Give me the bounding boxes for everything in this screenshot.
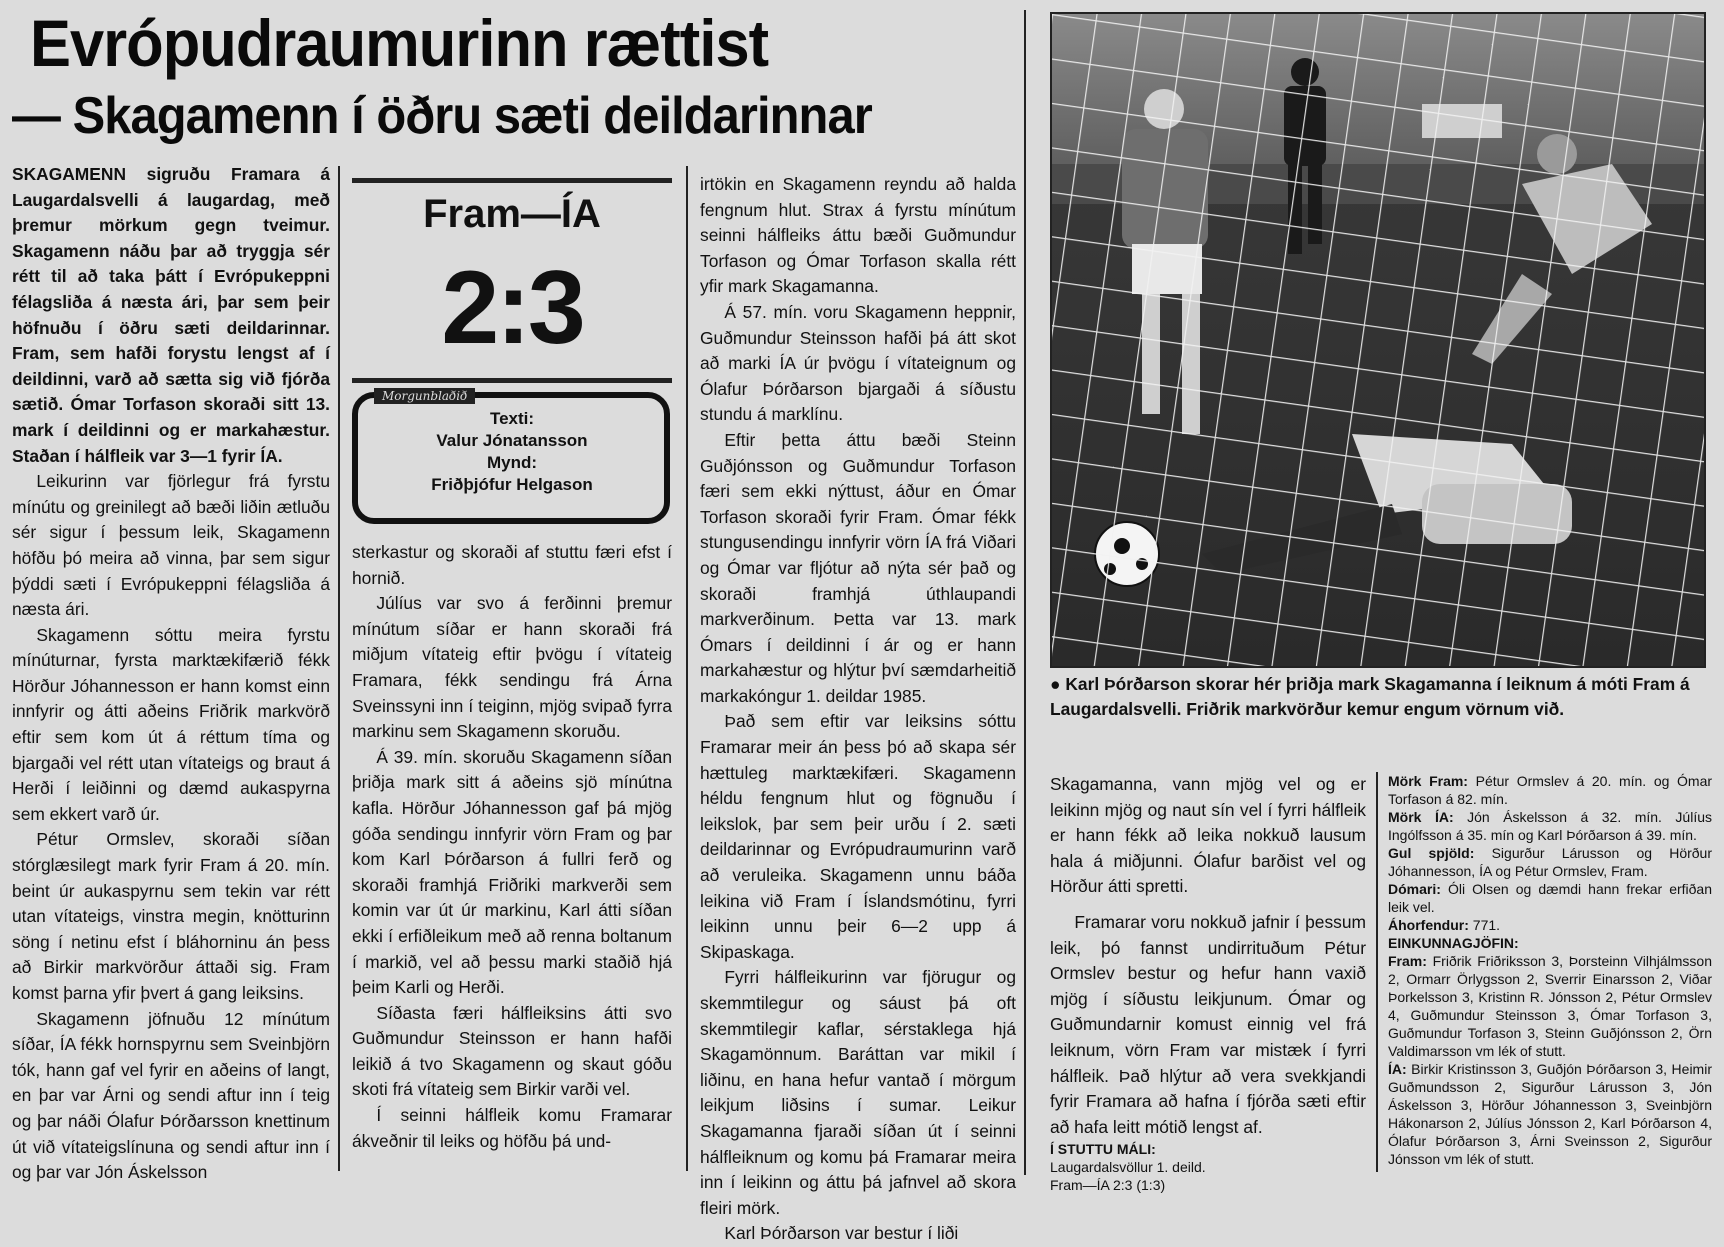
match-fact <box>1388 880 1712 916</box>
match-fact-label: Dómari: <box>1388 881 1441 897</box>
match-fact <box>1388 772 1712 808</box>
article-paragraph: Síðasta færi hálfleiksins átti svo Guðmundur Steinsson er hann hafði leikið á tvo Skagamenn og skaut góðu skoti frá vítateig sem Birkir varði vel. <box>352 1002 672 1100</box>
article-column-3 <box>700 172 1016 1244</box>
match-fact <box>1388 916 1712 934</box>
column-rule <box>1376 772 1378 1172</box>
match-fact-text: Jón Áskelsson á 32. mín. Júlíus Ingólfsson á 35. mín og Karl Þórðarson á 39. mín. <box>1388 809 1713 843</box>
match-fact-label: Mörk ÍA: <box>1388 809 1454 825</box>
article-paragraph: Skagamanna, vann mjög vel og er leikinn mjög og naut sín vel í fyrri hálfleik er hann fékk að leika nokkuð lausum hala á miðjunni. Ólafur barðist vel og Hörður átti spretti. <box>1050 774 1366 897</box>
match-fact <box>1388 808 1712 844</box>
article-paragraph: Eftir þetta áttu bæði Steinn Guðjónsson og Guðmundur Torfason færi sem ekki nýttust, áður en Ómar Torfason skoraði fyrir Fram. Ómar fékk stungusendingu innfyrir vörn ÍA frá Viðari og Ómar var fljótur að nýta sér það og skoraði framhjá úthlaupandi markverðinum. Þetta var 13. mark Ómars í deildinni í ár og er hann markahæstur og hlýtur því sæmdarheitið markakóngur 1. deildar 1985. <box>700 429 1016 706</box>
article-paragraph: irtökin en Skagamenn reyndu að halda fengnum hlut. Strax á fyrstu mínútum seinni hálfleiks áttu bæði Guðmundur Torfason og Ómar Torfason skalla rétt yfir mark Skagamanna. <box>700 174 1016 297</box>
match-fact-label: Áhorfendur: <box>1388 917 1469 933</box>
article-paragraph: Á 57. mín. voru Skagamenn heppnir, Guðmundur Steinsson hafði þá átt skot að marki ÍA úr þvögu í vítateignum og Ólafur Þórðarson bjargaði á síðustu stundu á marklínu. <box>700 301 1016 425</box>
match-fact-text: Óli Olsen og dæmdi hann frekar erfiðan leik vel. <box>1388 881 1713 915</box>
article-lead-paragraph: SKAGAMENN sigruðu Framara á Laugardalsvelli á laugardag, með þremur mörkum gegn tveimur. Skagamenn náðu þar að tryggja sér rétt til að taka þátt í Evrópukeppni félagsliða á næsta ári, þar sem þeir höfnuðu í öðru sæti deildarinnar. Fram, sem hafði forystu lengst af í deildinni, varð að sætta sig við fjórða sætið. Ómar Torfason skoraði sitt 13. mark í deildinni og er markahæstur. Staðan í hálfleik var 3—1 fyrir ÍA. <box>12 164 330 466</box>
scorebox-bottom-rule <box>352 378 672 383</box>
match-fact <box>1388 952 1712 1060</box>
match-fact-text: Sigurður Lárusson og Hörður Jóhannesson, ÍA og Pétur Ormslev, Fram. <box>1388 845 1713 879</box>
match-fact <box>1388 934 1712 952</box>
article-column-4 <box>1050 772 1366 1194</box>
subheadline: — Skagamenn í öðru sæti deildarinnar <box>12 87 872 145</box>
column-rule <box>1024 10 1026 1175</box>
column-rule <box>338 166 340 1171</box>
article-paragraph: Það sem eftir var leiksins sóttu Framarar meir án þess þó að skapa sér hættuleg marktækifæri. Skagamenn héldu fengnum hlut og fögnuðu í leikslok, þar sem þeir urðu í 2. sæti deildarinnar og Evrópudraumurinn varð að veruleika. Skagamenn unnu báða leikina við Fram í Íslandsmótinu, fyrri leikinn unnu þeir 6—2 upp á Skipaskaga. <box>700 711 1016 962</box>
article-paragraph: Karl Þórðarson var bestur í liði <box>724 1223 959 1244</box>
match-fact <box>1388 1060 1712 1168</box>
article-paragraph: Fyrri hálfleikurinn var fjörugur og skemmtilegur og sáust þá oft skemmtilegir kaflar, sérstaklega hjá Skagamönnum. Baráttan var mikil í liðinu, en hana hefur vantað í mörgum leikjum liðsins í sumar. Leikur Skagamanna fjaraði síðan út í seinni hálfleiknum og komu þá Framarar meira inn í leikinn og áttu þá jafnvel að skora fleiri mörk. <box>700 967 1016 1218</box>
match-fact-label: Gul spjöld: <box>1388 845 1475 861</box>
credit-text-name: Valur Jónatansson <box>436 431 588 450</box>
article-column-2 <box>352 540 672 1179</box>
credit-photo-label: Mynd: <box>486 453 538 472</box>
article-paragraph: sterkastur og skoraði af stuttu færi efst í hornið. <box>352 542 672 588</box>
goal-scene-illustration <box>1052 14 1704 666</box>
stuttu-mali-title: Í STUTTU MÁLI: <box>1050 1141 1156 1158</box>
scorebox-teams: Fram—ÍA <box>423 192 601 236</box>
paper-logo: Morgunblaðið <box>374 388 475 404</box>
scorebox-top-rule <box>352 178 672 183</box>
credit-text-label: Texti: <box>489 409 535 428</box>
article-paragraph: Á 39. mín. skoruðu Skagamenn síðan þriðja mark sitt á aðeins sjö mínútna kafla. Hörður Jóhannesson gaf þá mjög góða sendingu innfyrir vörn Fram og þar kom Karl Þórðarson á fullri ferð og skoraði framhjá Friðriki markverði sem komin var út úr markinu, Karl átti síðan ekki í erfiðleikum með að renna boltanum í markið, vel að þessu marki staðið hjá þeim Karli og Herði. <box>352 746 672 998</box>
photo-caption: ● Karl Þórðarson skorar hér þriðja mark Skagamanna í leiknum á móti Fram á Laugardalsvelli. Friðrik markvörður kemur engum vörnum við. <box>1050 674 1690 719</box>
match-fact-label: ÍA: <box>1388 1061 1407 1077</box>
article-column-1 <box>12 162 330 1183</box>
credit-photo-name: Friðþjófur Helgason <box>431 475 593 494</box>
article-paragraph: Framarar voru nokkuð jafnir í þessum leik, þó fannst undirrituðum Pétur Ormslev bestur og hefur hann vaxið mjög í síðustu leikjunum. Ómar og Guðmundarnir komust einnig vel frá leiknum, vörn Fram var mistæk í fyrri hálfleik. Það hlýtur að vera svekkjandi fyrir Framara að hafna í fjórða sæti eftir að hafa leitt mótið lengst af. <box>1050 911 1366 1137</box>
article-paragraph: Skagamenn jöfnuðu 12 mínútum síðar, ÍA fékk hornspyrnu sem Sveinbjörn tók, hann gaf vel fyrir en aðeins of langt, en þar var Árni og sendi aftur inn í teig og þar náði Ólafur Þórðarsson knettinum út við vítateigslínuna og sendi aftur inn í og þar var Jón Áskelsson <box>12 1008 330 1183</box>
article-paragraph: Í seinni hálfleik komu Framarar ákveðnir til leiks og höfðu þá und- <box>352 1105 672 1151</box>
credits <box>366 408 658 496</box>
scorebox <box>352 170 672 525</box>
match-fact-label: Mörk Fram: <box>1388 773 1468 789</box>
stuttu-mali-line: Fram—ÍA 2:3 (1:3) <box>1050 1177 1166 1194</box>
headline: Evrópudraumurinn rættist <box>30 6 769 80</box>
match-photo <box>1050 12 1706 668</box>
article-paragraph: Júlíus var svo á ferðinni þremur mínútum síðar er hann skoraði frá miðjum vítateig eftir þvögu í vítateig Framara, fékk sendingu frá Árna Sveinssyni inn í teiginn, mjög svipað fyrra markinu sem Skagamenn skoruðu. <box>352 593 672 742</box>
match-fact-text: Friðrik Friðriksson 3, Þorsteinn Vilhjálmsson 2, Ormarr Örlygsson 2, Sverrir Einarsson 2, Viðar Þorkelsson 3, Kristinn R. Jónsson 2, Pétur Ormslev 4, Guðmundur Steinsson 3, Ómar Torfason 3, Guðmundur Torfason 3, Steinn Guðjónsson 2, Örn Valdimarsson vm lék of stutt. <box>1388 953 1712 1059</box>
match-fact-text: 771. <box>1472 917 1501 933</box>
article-paragraph: Leikurinn var fjörlegur frá fyrstu mínútu og greinilegt að bæði liðin ætluðu sér sigur í þessum leik, Skagamenn höfðu þó meira að vinna, þar sem sigur þýddi sæti í Evrópukeppni félagsliða á næsta ári. <box>12 471 330 620</box>
match-fact-text: Pétur Ormslev á 20. mín. og Ómar Torfason á 82. mín. <box>1388 773 1713 807</box>
match-fact-label: EINKUNNAGJÖFIN: <box>1388 935 1519 951</box>
match-facts <box>1388 772 1712 1179</box>
match-fact-text: Birkir Kristinsson 3, Guðjón Þórðarson 3, Heimir Guðmundsson 2, Sigurður Lárusson 3, Jón Áskelsson 3, Hörður Jóhannesson 3, Sveinbjörn Hákonarson 2, Júlíus Jónsson 2, Karl Þórðarson 4, Ólafur Þórðarson 3, Árni Sveinsson 2, Sigurður Jónsson vm lék of stutt. <box>1388 1061 1712 1167</box>
article-paragraph: Skagamenn sóttu meira fyrstu mínúturnar, fyrsta marktækifærið fékk Hörður Jóhannesson er hann komst einn innfyrir og átti aðeins Friðrik markvörð eftir sem kom út á réttum tíma og bjargaði vel rétt utan vítateigs og braut á Herði í leiðinni og dæmd aukaspyrna sem ekkert varð úr. <box>12 624 330 824</box>
article-paragraph: Pétur Ormslev, skoraði síðan stórglæsilegt mark fyrir Fram á 20. mín. beint úr aukaspyrnu sem tekin var rétt utan vítateigs, vinstra megin, knötturinn söng í netinu efst í bláhorninu án þess að Birkir markvörður áttaði sig. Fram komst þarna yfir þvert á gang leiksins. <box>12 829 330 1003</box>
stuttu-mali-line: Laugardalsvöllur 1. deild. <box>1050 1159 1206 1176</box>
match-fact <box>1388 844 1712 880</box>
column-rule <box>686 166 688 1171</box>
match-fact-label: Fram: <box>1388 953 1427 969</box>
scorebox-score: 2:3 <box>441 250 583 366</box>
